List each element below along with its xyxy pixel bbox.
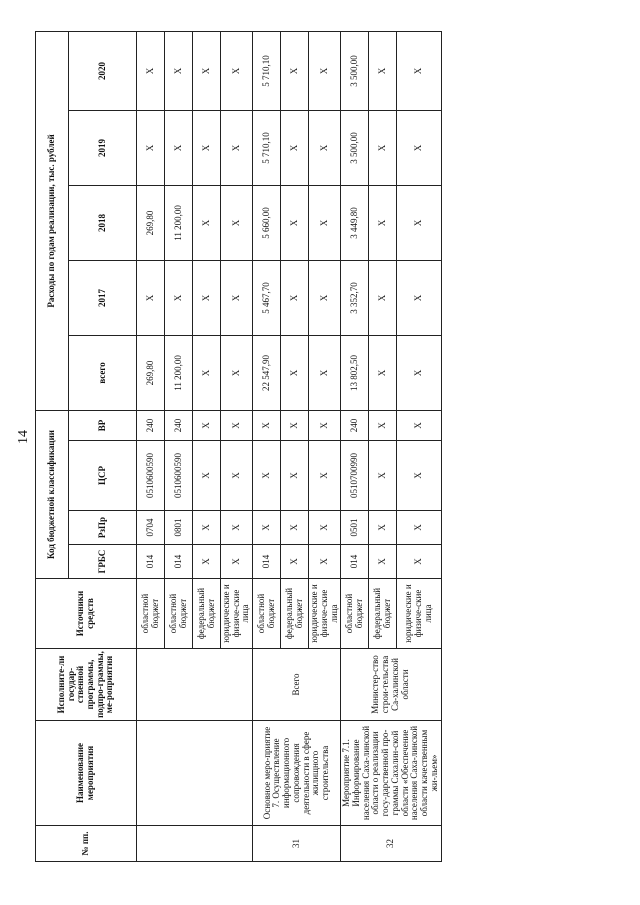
cell-2018: Х bbox=[281, 185, 309, 260]
cell-2020: Х bbox=[309, 31, 341, 110]
cell-rzpr: 0704 bbox=[137, 511, 165, 545]
cell-2020: Х bbox=[165, 31, 193, 110]
cell-grbs: Х bbox=[193, 545, 221, 579]
col-vr-header: ВР bbox=[69, 410, 137, 440]
col-sources-header: Источники средств bbox=[36, 579, 137, 649]
cell-2018: Х bbox=[397, 185, 441, 260]
cell-2018: Х bbox=[221, 185, 253, 260]
cell-total: Х bbox=[397, 335, 441, 410]
row-num: 32 bbox=[341, 826, 441, 862]
cell-csr: 0510600590 bbox=[137, 441, 165, 511]
row-source: областной бюджет bbox=[253, 579, 281, 649]
cell-2020: Х bbox=[137, 31, 165, 110]
cell-csr: 0510700990 bbox=[341, 441, 369, 511]
table-row bbox=[341, 31, 369, 861]
cell-csr: Х bbox=[397, 441, 441, 511]
cell-vr: Х bbox=[253, 410, 281, 440]
cell-2020: Х bbox=[221, 31, 253, 110]
cell-2020: Х bbox=[281, 31, 309, 110]
cell-2017: 5 467,70 bbox=[253, 260, 281, 335]
expenses-header: Расходы по годам реализации, тыс. рублей bbox=[36, 31, 69, 410]
cell-2017: Х bbox=[165, 260, 193, 335]
budget-code-header: Код бюджетной классификации bbox=[36, 410, 69, 578]
cell-2017: Х bbox=[137, 260, 165, 335]
row-source: юридические и физиче-ские лица bbox=[309, 579, 341, 649]
cell-grbs: 014 bbox=[137, 545, 165, 579]
cell-vr: 240 bbox=[137, 410, 165, 440]
cell-rzpr: Х bbox=[369, 511, 397, 545]
table-row bbox=[137, 31, 165, 861]
cell-rzpr: 0501 bbox=[341, 511, 369, 545]
cell-2020: 5 710,10 bbox=[253, 31, 281, 110]
cell-2018: 269,80 bbox=[137, 185, 165, 260]
cell-csr: Х bbox=[221, 441, 253, 511]
row-source: юридические и физиче-ские лица bbox=[397, 579, 441, 649]
row-num bbox=[137, 826, 253, 862]
row-source: областной бюджет bbox=[165, 579, 193, 649]
cell-2017: Х bbox=[309, 260, 341, 335]
row-executor: Министер-ство строи-тельства Са-халинской области bbox=[341, 649, 441, 721]
cell-grbs: Х bbox=[397, 545, 441, 579]
cell-grbs: Х bbox=[221, 545, 253, 579]
row-source: областной бюджет bbox=[137, 579, 165, 649]
col-total-header: всего bbox=[69, 335, 137, 410]
cell-2018: Х bbox=[193, 185, 221, 260]
cell-rzpr: Х bbox=[281, 511, 309, 545]
cell-csr: Х bbox=[193, 441, 221, 511]
col-2020-header: 2020 bbox=[69, 31, 137, 110]
cell-grbs: Х bbox=[369, 545, 397, 579]
cell-2019: 5 710,10 bbox=[253, 110, 281, 185]
col-num-header: № пп. bbox=[36, 826, 137, 862]
cell-total: Х bbox=[309, 335, 341, 410]
cell-vr: 240 bbox=[341, 410, 369, 440]
cell-vr: 240 bbox=[165, 410, 193, 440]
row-source: федеральный бюджет bbox=[369, 579, 397, 649]
row-source: областной бюджет bbox=[341, 579, 369, 649]
row-source: федеральный бюджет bbox=[281, 579, 309, 649]
cell-2017: Х bbox=[193, 260, 221, 335]
page-number: 14 bbox=[16, 430, 31, 444]
cell-2020: Х bbox=[193, 31, 221, 110]
cell-grbs: 014 bbox=[341, 545, 369, 579]
cell-rzpr: 0801 bbox=[165, 511, 193, 545]
cell-grbs: Х bbox=[309, 545, 341, 579]
cell-total: 11 200,00 bbox=[165, 335, 193, 410]
cell-total: 13 802,50 bbox=[341, 335, 369, 410]
cell-2019: 3 500,00 bbox=[341, 110, 369, 185]
cell-rzpr: Х bbox=[253, 511, 281, 545]
cell-2019: Х bbox=[165, 110, 193, 185]
row-executor: Всего bbox=[253, 649, 341, 721]
col-2019-header: 2019 bbox=[69, 110, 137, 185]
cell-2019: Х bbox=[193, 110, 221, 185]
cell-2018: 3 449,80 bbox=[341, 185, 369, 260]
table-row bbox=[253, 31, 281, 861]
cell-grbs: 014 bbox=[165, 545, 193, 579]
row-source: федеральный бюджет bbox=[193, 579, 221, 649]
cell-vr: Х bbox=[221, 410, 253, 440]
cell-2019: Х bbox=[221, 110, 253, 185]
cell-2019: Х bbox=[369, 110, 397, 185]
cell-csr: Х bbox=[309, 441, 341, 511]
cell-csr: Х bbox=[281, 441, 309, 511]
cell-2019: Х bbox=[137, 110, 165, 185]
col-executor-header: Исполните-ли государ-ственной программы, подпро-граммы, ме-роприятия bbox=[36, 649, 137, 721]
cell-2018: Х bbox=[309, 185, 341, 260]
row-num: 31 bbox=[253, 826, 341, 862]
row-name: Основное меро-приятие 7. Осуществление информационного сопровождения деятельности в сфере жилищного строительства bbox=[253, 721, 341, 826]
col-2018-header: 2018 bbox=[69, 185, 137, 260]
cell-grbs: Х bbox=[281, 545, 309, 579]
row-executor bbox=[137, 649, 253, 721]
col-name-header: Наименование мероприятия bbox=[36, 721, 137, 826]
cell-csr: Х bbox=[253, 441, 281, 511]
budget-table bbox=[35, 31, 442, 862]
cell-rzpr: Х bbox=[309, 511, 341, 545]
cell-csr: 0510600590 bbox=[165, 441, 193, 511]
cell-vr: Х bbox=[397, 410, 441, 440]
cell-grbs: 014 bbox=[253, 545, 281, 579]
cell-2017: Х bbox=[369, 260, 397, 335]
cell-2020: Х bbox=[369, 31, 397, 110]
cell-vr: Х bbox=[369, 410, 397, 440]
row-source: юридические и физиче-ские лица bbox=[221, 579, 253, 649]
col-grbs-header: ГРБС bbox=[69, 545, 137, 579]
cell-2020: Х bbox=[397, 31, 441, 110]
cell-rzpr: Х bbox=[193, 511, 221, 545]
row-name bbox=[137, 721, 253, 826]
col-rzpr-header: РзПр bbox=[69, 511, 137, 545]
cell-rzpr: Х bbox=[397, 511, 441, 545]
cell-2017: Х bbox=[397, 260, 441, 335]
row-name: Мероприятие 7.1. Информирование населения Саха-линской области о реализации госу-дарственной про-граммы Сахалин-ской области «Обеспечение населения Саха-линской области качественным жи-льем» bbox=[341, 721, 441, 826]
cell-2017: Х bbox=[281, 260, 309, 335]
col-2017-header: 2017 bbox=[69, 260, 137, 335]
col-csr-header: ЦСР bbox=[69, 441, 137, 511]
cell-2019: Х bbox=[281, 110, 309, 185]
cell-total: Х bbox=[281, 335, 309, 410]
cell-csr: Х bbox=[369, 441, 397, 511]
cell-2017: 3 352,70 bbox=[341, 260, 369, 335]
cell-rzpr: Х bbox=[221, 511, 253, 545]
cell-vr: Х bbox=[193, 410, 221, 440]
cell-total: Х bbox=[369, 335, 397, 410]
cell-total: Х bbox=[193, 335, 221, 410]
cell-vr: Х bbox=[309, 410, 341, 440]
cell-total: Х bbox=[221, 335, 253, 410]
cell-2020: 3 500,00 bbox=[341, 31, 369, 110]
cell-vr: Х bbox=[281, 410, 309, 440]
cell-total: 22 547,90 bbox=[253, 335, 281, 410]
cell-2018: Х bbox=[369, 185, 397, 260]
cell-2019: Х bbox=[397, 110, 441, 185]
cell-2017: Х bbox=[221, 260, 253, 335]
cell-2018: 11 200,00 bbox=[165, 185, 193, 260]
cell-total: 269,80 bbox=[137, 335, 165, 410]
rotated-page bbox=[35, 32, 595, 862]
cell-2018: 5 660,00 bbox=[253, 185, 281, 260]
cell-2019: Х bbox=[309, 110, 341, 185]
